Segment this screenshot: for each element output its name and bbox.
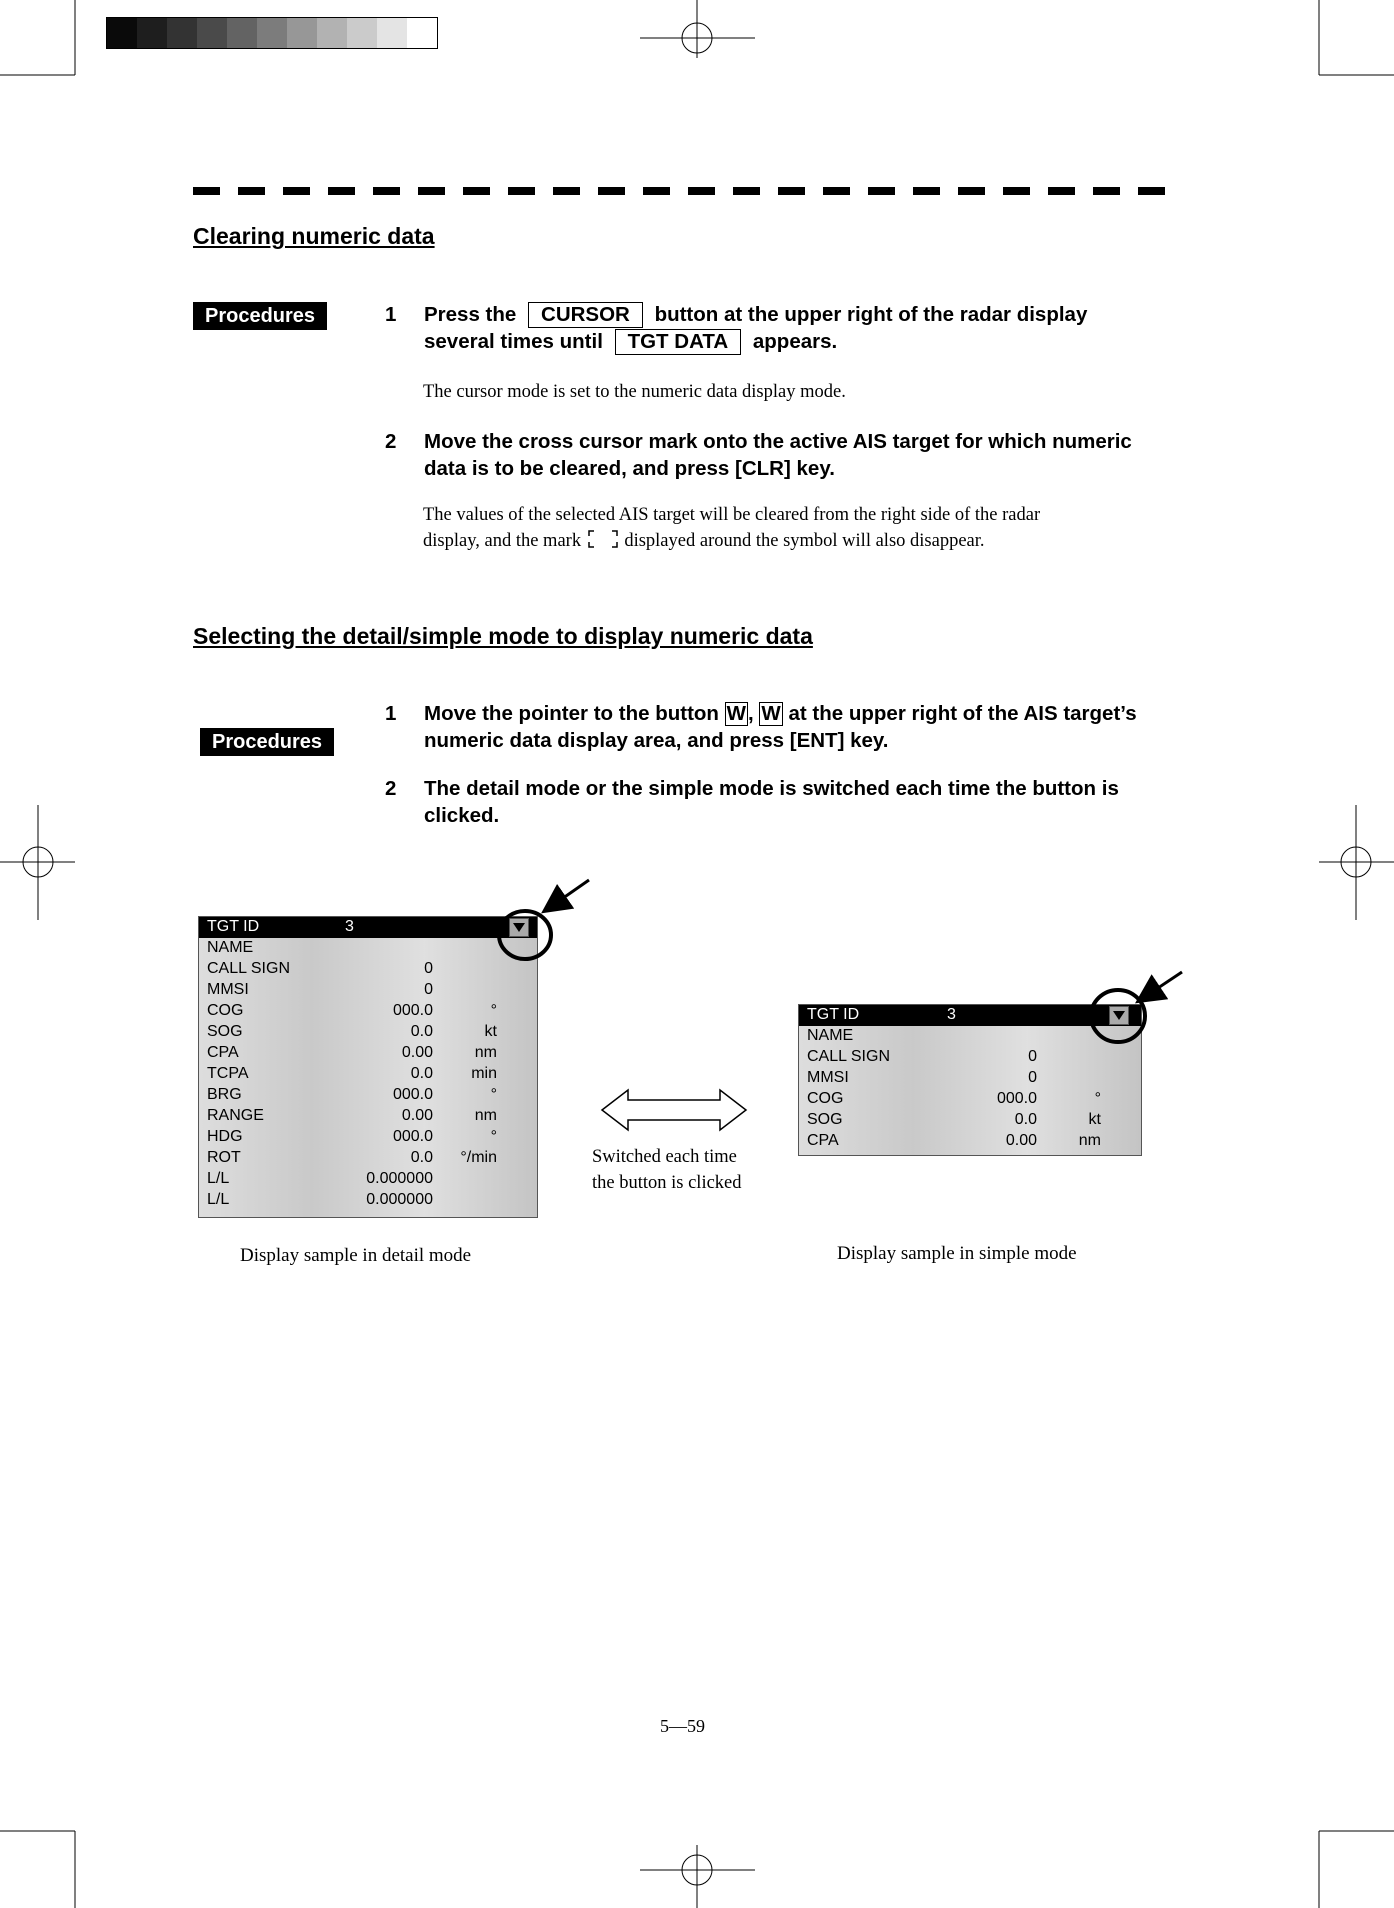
- row-unit: °: [1094, 1090, 1101, 1107]
- row-value: 0.000000: [366, 1191, 433, 1208]
- data-row: [799, 1110, 1141, 1131]
- row-value: 0.00: [401, 1044, 433, 1061]
- step-1-note: The cursor mode is set to the numeric data display mode.: [423, 382, 846, 402]
- toggle-mode-button[interactable]: [1109, 1006, 1129, 1025]
- step-2-note: The values of the selected AIS target will be cleared from the right side of the radar display, and the mark displayed around the symbol will also disappear.: [423, 505, 1041, 551]
- row-unit: nm: [474, 1044, 497, 1061]
- row-label: SOG: [807, 1111, 843, 1128]
- step-2-switch: 2 The detail mode or the simple mode is switched each time the button is clicked.: [385, 777, 1119, 827]
- row-value: 0.00: [401, 1107, 433, 1124]
- simple-mode-caption: Display sample in simple mode: [837, 1243, 1077, 1264]
- row-label: CPA: [207, 1044, 239, 1061]
- row-label: NAME: [807, 1027, 854, 1044]
- row-label: COG: [207, 1002, 244, 1019]
- step-1-switch: 1 Move the pointer to the button W, W at the upper right of the AIS target’s numeric data display area, and press [ENT] key.: [385, 702, 1137, 752]
- row-unit: nm: [1078, 1132, 1101, 1149]
- step-2-clear: 2 Move the cross cursor mark onto the active AIS target for which numeric data is to be cleared, and press [CLR] key.: [385, 430, 1132, 480]
- row-value: 0.0: [410, 1023, 433, 1040]
- row-value: 0: [1028, 1069, 1037, 1086]
- row-unit: nm: [474, 1107, 497, 1124]
- data-row: [799, 1047, 1141, 1068]
- row-unit: °: [490, 1128, 497, 1145]
- row-label: CPA: [807, 1132, 839, 1149]
- data-row: [199, 1106, 537, 1127]
- data-row: [199, 1148, 537, 1169]
- data-row: [199, 938, 537, 959]
- toggle-mode-button[interactable]: [509, 918, 529, 937]
- section-title-detail-simple: Selecting the detail/simple mode to display numeric data: [193, 623, 813, 649]
- row-unit: kt: [484, 1023, 497, 1040]
- row-label: L/L: [207, 1170, 230, 1187]
- row-value: 0.000000: [366, 1170, 433, 1187]
- row-value: 000.0: [392, 1128, 433, 1145]
- data-row: [199, 1169, 537, 1190]
- row-label: MMSI: [807, 1069, 849, 1086]
- page-number: 5—59: [660, 1716, 705, 1736]
- w-button-detail: W: [726, 702, 747, 725]
- data-row: [199, 980, 537, 1001]
- row-unit: kt: [1088, 1111, 1101, 1128]
- data-row: [199, 1001, 537, 1022]
- row-label: COG: [807, 1090, 844, 1107]
- row-value: 0.0: [1014, 1111, 1037, 1128]
- simple-mode-panel: [798, 1004, 1142, 1156]
- step-number: 1: [385, 303, 397, 326]
- row-label: MMSI: [207, 981, 249, 998]
- detail-mode-panel: [198, 916, 538, 1218]
- row-label: NAME: [207, 939, 254, 956]
- row-unit: °: [490, 1002, 497, 1019]
- data-row: [199, 1190, 537, 1211]
- tgt-data-key: TGT DATA: [615, 329, 742, 355]
- panel-header: TGT ID 3: [799, 1005, 1141, 1026]
- data-row: [199, 1064, 537, 1085]
- row-label: CALL SIGN: [207, 960, 290, 977]
- row-label: RANGE: [207, 1107, 264, 1124]
- data-row: [799, 1068, 1141, 1089]
- row-value: 000.0: [392, 1002, 433, 1019]
- panel-header: TGT ID 3: [199, 917, 537, 938]
- row-label: SOG: [207, 1023, 243, 1040]
- row-value: 000.0: [996, 1090, 1037, 1107]
- row-label: ROT: [207, 1149, 241, 1166]
- data-row: [199, 1043, 537, 1064]
- procedures-badge: Procedures: [200, 728, 334, 756]
- data-row: [199, 1127, 537, 1148]
- w-button-simple: W: [761, 702, 781, 725]
- row-unit: min: [471, 1065, 497, 1082]
- data-row: [799, 1131, 1141, 1152]
- target-mark-icon: [586, 528, 620, 550]
- row-unit: °: [490, 1086, 497, 1103]
- row-value: 0.0: [410, 1149, 433, 1166]
- row-value: 0.00: [1005, 1132, 1037, 1149]
- row-label: BRG: [207, 1086, 242, 1103]
- row-value: 0: [424, 981, 433, 998]
- row-unit: °/min: [460, 1149, 497, 1166]
- data-row: [199, 1022, 537, 1043]
- data-row: [199, 1085, 537, 1106]
- row-label: HDG: [207, 1128, 243, 1145]
- cursor-key: CURSOR: [528, 302, 643, 328]
- row-value: 0.0: [410, 1065, 433, 1082]
- row-value: 0: [1028, 1048, 1037, 1065]
- row-label: CALL SIGN: [807, 1048, 890, 1065]
- step-1-clear: 1 Press the CURSOR button at the upper right of the radar display several times until TGT DATA appears.: [385, 303, 1088, 353]
- data-row: [799, 1089, 1141, 1110]
- row-label: TCPA: [207, 1065, 249, 1082]
- row-label: L/L: [207, 1191, 230, 1208]
- dashed-divider: [193, 187, 1181, 195]
- row-value: 0: [424, 960, 433, 977]
- switch-caption: Switched each time the button is clicked: [592, 1147, 742, 1193]
- procedures-badge: Procedures: [193, 302, 327, 330]
- data-row: [799, 1026, 1141, 1047]
- row-value: 000.0: [392, 1086, 433, 1103]
- section-title-clearing: Clearing numeric data: [193, 223, 435, 249]
- detail-mode-caption: Display sample in detail mode: [240, 1245, 472, 1266]
- data-row: [199, 959, 537, 980]
